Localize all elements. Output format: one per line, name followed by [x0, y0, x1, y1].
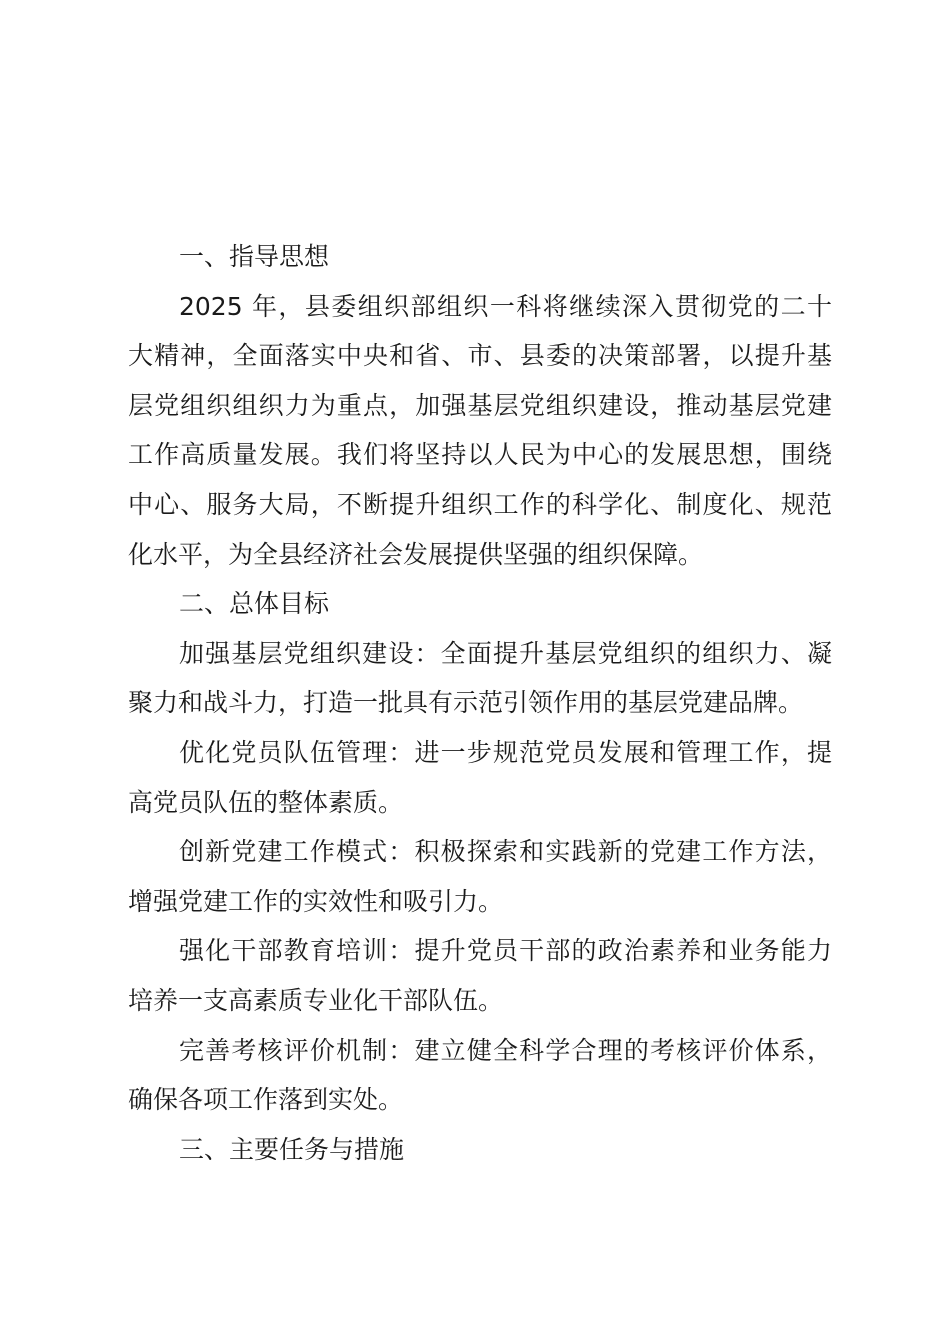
section-heading: 一、指导思想 — [179, 242, 330, 271]
paragraph-line: 优化党员队伍管理：进一步规范党员发展和管理工作，提 — [179, 737, 832, 767]
paragraph-line: 培养一支高素质专业化干部队伍。 — [128, 985, 504, 1015]
paragraph-line: 增强党建工作的实效性和吸引力。 — [128, 886, 504, 916]
paragraph-line: 完善考核评价机制：建立健全科学合理的考核评价体系， — [179, 1035, 832, 1065]
paragraph-line: 化水平，为全县经济社会发展提供坚强的组织保障。 — [128, 539, 704, 569]
paragraph-line: 中心、服务大局，不断提升组织工作的科学化、制度化、规范 — [128, 489, 832, 519]
paragraph-line: 工作高质量发展。我们将坚持以人民为中心的发展思想，围绕 — [128, 440, 832, 470]
paragraph-line: 大精神，全面落实中央和省、市、县委的决策部署，以提升基 — [128, 341, 832, 371]
paragraph-line: 2025 年，县委组织部组织一科将继续深入贯彻党的二十 — [179, 291, 832, 321]
paragraph-line: 高党员队伍的整体素质。 — [128, 787, 404, 817]
paragraph-line: 创新党建工作模式：积极探索和实践新的党建工作方法， — [179, 837, 832, 867]
paragraph-line: 强化干部教育培训：提升党员干部的政治素养和业务能力 — [179, 936, 832, 966]
paragraph-line: 确保各项工作落到实处。 — [128, 1085, 404, 1115]
paragraph-line: 聚力和战斗力，打造一批具有示范引领作用的基层党建品牌。 — [128, 688, 804, 718]
paragraph-line: 加强基层党组织建设：全面提升基层党组织的组织力、凝 — [179, 638, 832, 668]
document-body — [128, 232, 832, 1174]
paragraph-line: 层党组织组织力为重点，加强基层党组织建设，推动基层党建 — [128, 390, 832, 420]
section-heading: 二、总体目标 — [179, 589, 330, 619]
section-heading: 三、主要任务与措施 — [179, 1134, 405, 1164]
